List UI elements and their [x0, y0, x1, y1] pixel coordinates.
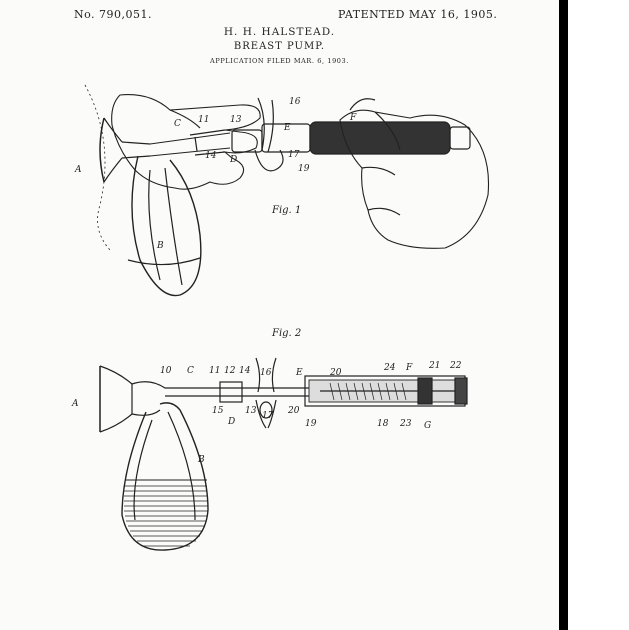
fig2-label: E [296, 368, 303, 378]
fig2-label: 11 [209, 366, 221, 376]
fig2-label: D [228, 417, 236, 427]
fig2-label: C [187, 366, 194, 376]
fig2-label: 18 [377, 419, 389, 429]
fig2-label: 15 [212, 406, 224, 416]
fig2-label: 13 [245, 406, 257, 416]
fig2-label: A [72, 399, 79, 409]
fig1-label: F [350, 113, 357, 123]
figure-2 [100, 358, 467, 550]
fig2-label: 23 [400, 419, 412, 429]
fig2-label: 20 [330, 368, 342, 378]
fig1-label: 19 [298, 164, 310, 174]
fig1-label: 17 [288, 150, 300, 160]
fig2-label: 12 [224, 366, 236, 376]
fig1-label: C [174, 119, 181, 129]
fig2-label: B [198, 455, 205, 465]
fig2-label: F [406, 363, 413, 373]
fig1-label: D [230, 155, 238, 165]
fig1-label: B [157, 241, 164, 251]
patent-date: PATENTED MAY 16, 1905. [338, 8, 498, 21]
fig1-label: E [284, 123, 291, 133]
patent-number: No. 790,051. [74, 8, 153, 21]
fig2-label: 21 [429, 361, 441, 371]
fig2-labels [71, 361, 462, 465]
fig2-label: 17 [262, 411, 274, 421]
figure-1 [85, 85, 489, 296]
fig1-caption: Fig. 1 [272, 205, 302, 216]
fig1-label: A [75, 165, 82, 175]
fig2-label: 14 [239, 366, 251, 376]
fig2-label: 16 [260, 368, 272, 378]
fig2-caption: Fig. 2 [272, 328, 302, 339]
fig1-label: 13 [230, 115, 242, 125]
fig1-labels [74, 97, 357, 251]
filing-date: APPLICATION FILED MAR. 6, 1903. [210, 57, 349, 65]
fig2-label: 22 [450, 361, 462, 371]
patent-title: BREAST PUMP. [233, 41, 326, 52]
fig2-label: 24 [384, 363, 396, 373]
liquid-hatching [124, 486, 208, 546]
fig1-label: 11 [198, 115, 210, 125]
fig2-label: 10 [160, 366, 172, 376]
fig2-label: 20 [288, 406, 300, 416]
inventor-name: H. H. HALSTEAD. [223, 26, 336, 38]
fig2-label: 19 [305, 419, 317, 429]
fig1-label: 16 [289, 97, 301, 107]
fig2-label: G [424, 421, 432, 431]
fig1-label: 14 [205, 151, 217, 161]
